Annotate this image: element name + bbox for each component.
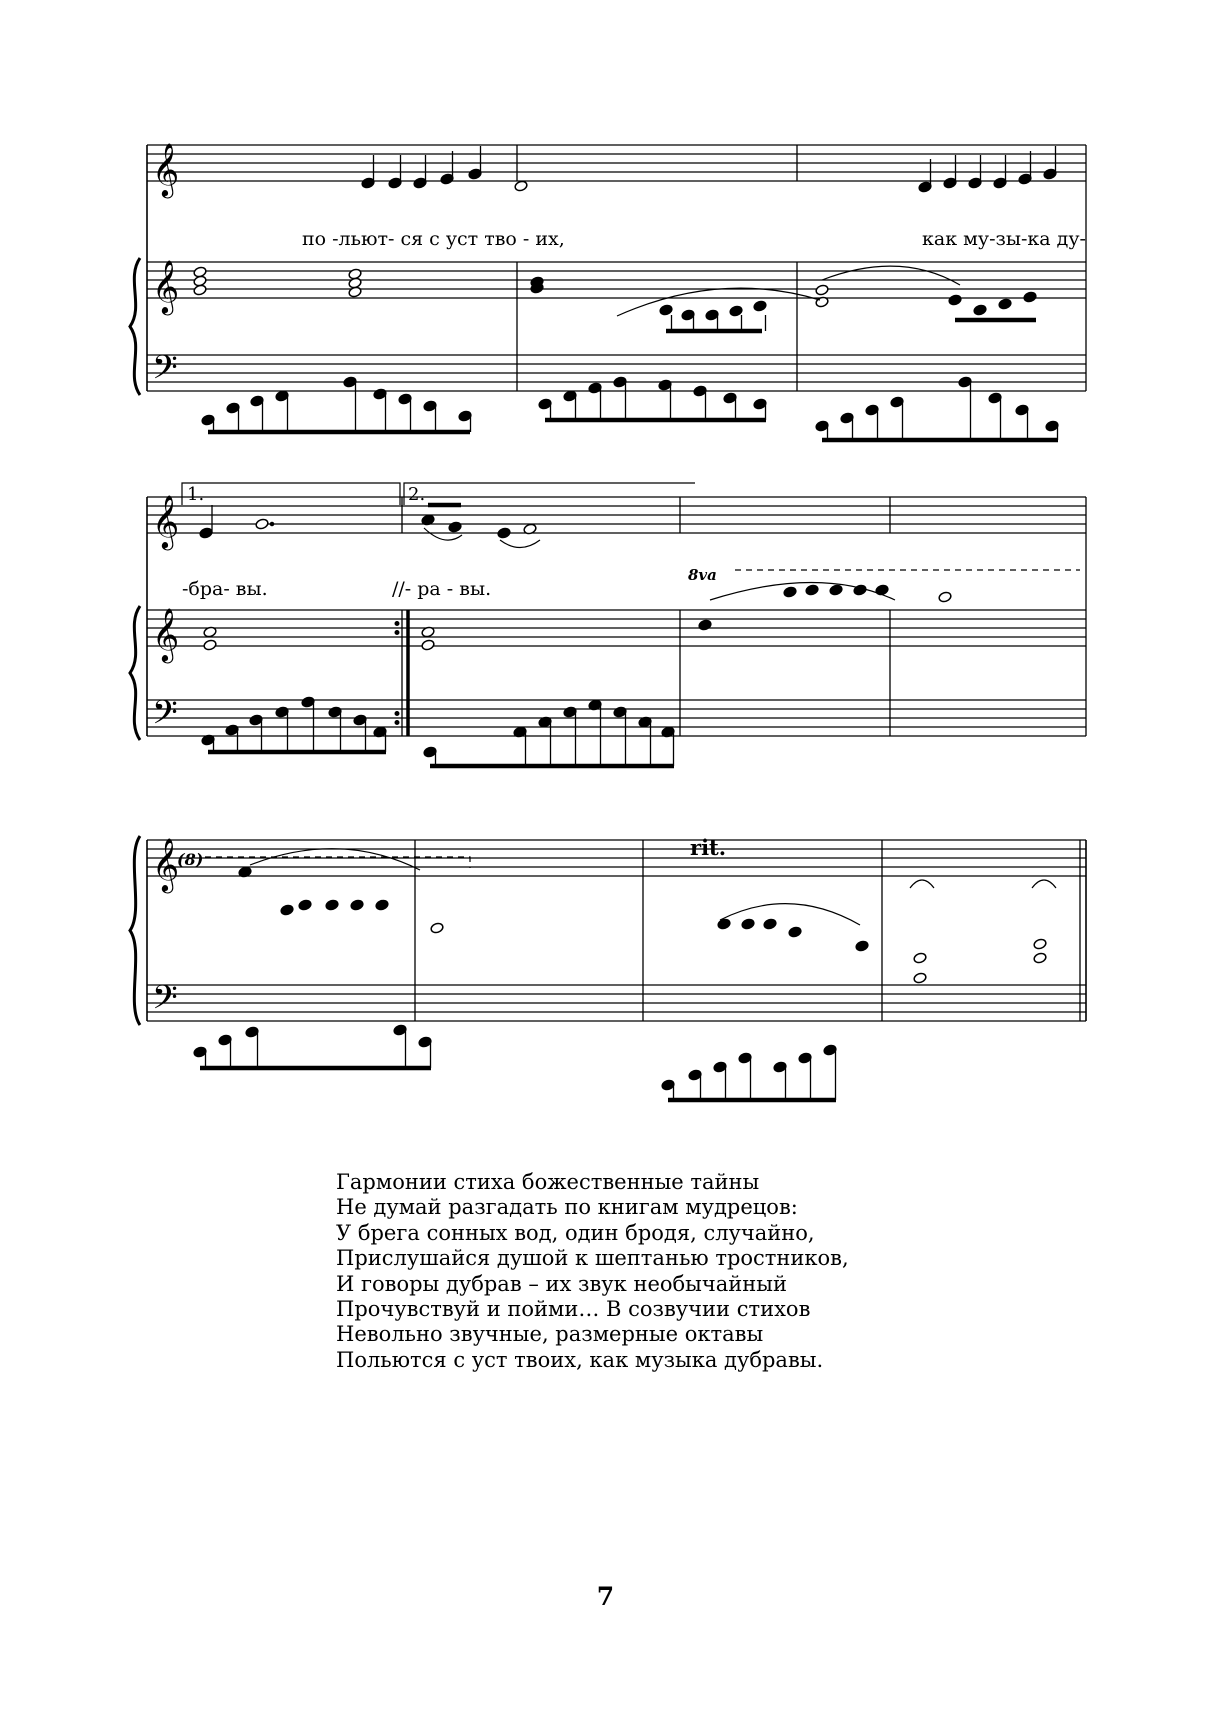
notehead [659, 304, 673, 316]
piano-braces [130, 258, 140, 1025]
lyrics-system-2-a: -бра- вы. [182, 578, 268, 600]
lyrics-system-2-b: //- ра - вы. [392, 578, 492, 600]
ottava-continued-mark: (8) [177, 850, 204, 869]
notehead [203, 639, 217, 651]
notehead [375, 899, 389, 911]
ottava-line [205, 857, 470, 868]
notehead [855, 940, 869, 952]
notehead [913, 972, 927, 984]
notehead [753, 300, 767, 312]
notehead [717, 918, 731, 930]
volta-1-label: 1. [187, 484, 205, 505]
ottava-mark: 8va [688, 566, 717, 584]
slur [617, 288, 820, 316]
bass-clef: 𝄢 [152, 979, 178, 1025]
notehead [448, 521, 462, 533]
treble-clef: 𝄞 [152, 259, 180, 313]
poem-line: Гармонии стиха божественные тайны [336, 1170, 760, 1194]
notehead [913, 952, 927, 964]
notehead [514, 180, 528, 192]
notehead [1033, 952, 1047, 964]
slur [720, 904, 860, 925]
slur [822, 266, 960, 285]
notehead [973, 304, 987, 316]
volta-2-label: 2. [408, 484, 426, 505]
notehead [829, 584, 843, 596]
poem-text [336, 1170, 849, 1373]
barlines [147, 145, 1086, 1021]
poem-line: Прислушайся душой к шептанью тростников, [336, 1246, 849, 1271]
notehead [998, 298, 1012, 310]
notehead [948, 294, 962, 306]
notehead [938, 591, 952, 603]
notehead [430, 922, 444, 934]
ritardando-mark: rit. [690, 835, 727, 860]
treble-clef: 𝄞 [152, 142, 180, 196]
notehead [255, 518, 269, 530]
slur [500, 540, 540, 548]
staff-lines [147, 145, 1086, 1021]
notehead [788, 926, 802, 938]
fermata [1032, 880, 1056, 888]
lyrics-system-1-b: как му-зы-ка ду- [922, 228, 1086, 250]
notehead [805, 584, 819, 596]
brace [130, 836, 140, 1025]
poem-line: И говоры дубрав – их звук необычайный [336, 1271, 787, 1296]
notehead [497, 527, 511, 539]
notehead [199, 527, 213, 539]
notehead [421, 639, 435, 651]
notehead [741, 918, 755, 930]
bass-clef: 𝄢 [152, 349, 178, 395]
poem-line: Польются с уст твоих, как музыка дубравы. [336, 1347, 824, 1372]
slur [710, 583, 895, 601]
volta-1-bracket [182, 483, 400, 505]
notehead [853, 584, 867, 596]
notehead [1033, 938, 1047, 950]
poem-line: Невольно звучные, размерные октавы [336, 1322, 764, 1347]
repeat-dot [395, 721, 399, 725]
notehead [348, 286, 362, 298]
notehead [783, 586, 797, 598]
notehead [698, 619, 712, 631]
volta-2-bracket [404, 483, 695, 505]
poem-line: Не думай разгадать по книгам мудрецов: [336, 1195, 798, 1220]
repeat-dot [395, 712, 399, 716]
treble-clef: 𝄞 [152, 837, 180, 891]
notehead [815, 284, 829, 296]
notehead [280, 904, 294, 916]
dot [270, 522, 274, 526]
poem-line: У брега сонных вод, один бродя, случайно, [336, 1220, 815, 1245]
treble-clef: 𝄞 [152, 607, 180, 661]
notehead [350, 899, 364, 911]
brace [130, 258, 140, 395]
clefs [152, 142, 179, 1025]
treble-clef: 𝄞 [152, 494, 180, 548]
notehead [325, 899, 339, 911]
bass-clef: 𝄢 [152, 694, 178, 740]
notehead [763, 918, 777, 930]
repeat-dot [395, 631, 399, 635]
notehead [1023, 291, 1037, 303]
page-number: 7 [596, 1582, 615, 1611]
brace [130, 606, 140, 740]
fermata [910, 880, 934, 888]
lyrics-system-1-a: по -льют- ся с уст тво - их, [302, 228, 565, 250]
repeat-dot [395, 622, 399, 626]
notehead [193, 284, 207, 296]
notehead [298, 899, 312, 911]
poem-line: Прочувствуй и пойми… В созвучии стихов [336, 1297, 811, 1322]
